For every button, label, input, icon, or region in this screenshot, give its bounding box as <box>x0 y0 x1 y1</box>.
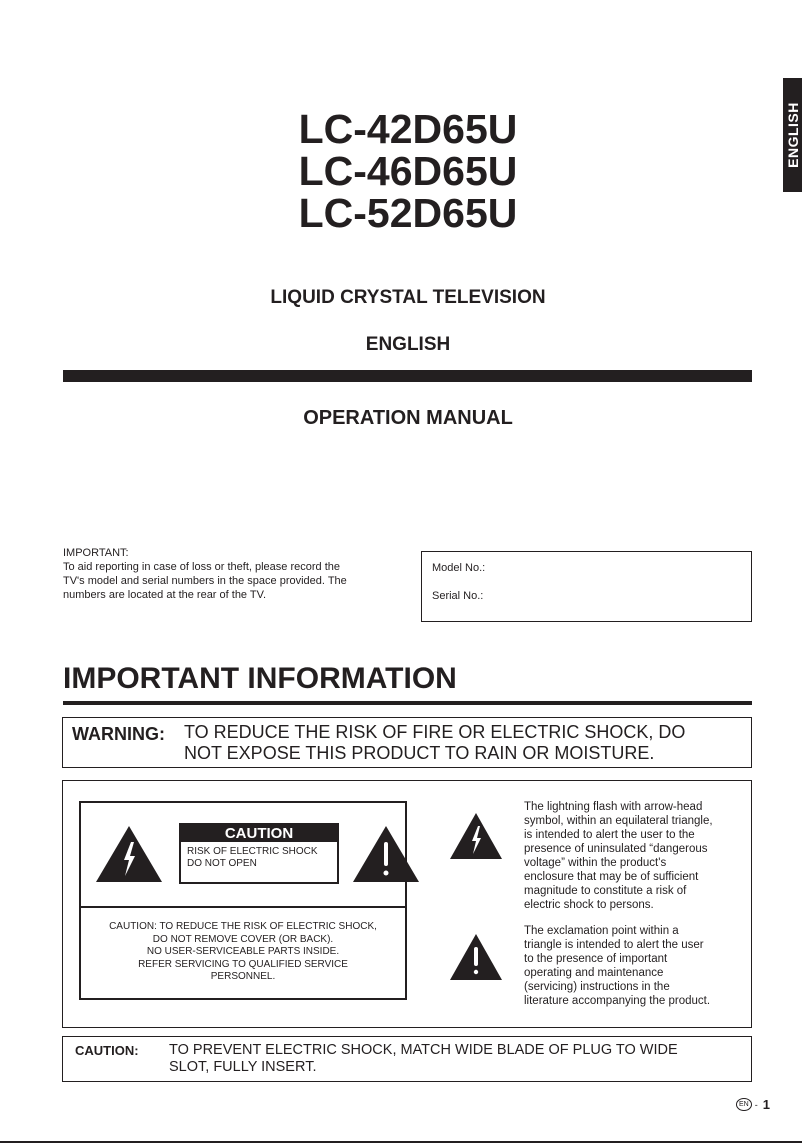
caution-line: DO NOT REMOVE COVER (OR BACK). <box>152 933 334 945</box>
plug-caution-text <box>169 1042 678 1076</box>
desc-line: is intended to alert the user to the <box>524 829 695 841</box>
important-heading: IMPORTANT: <box>63 547 129 559</box>
desc-line: voltage” within the product's <box>524 857 667 869</box>
section-rule <box>63 701 752 705</box>
note-line: TV's model and serial numbers in the space provided. The <box>63 575 347 587</box>
symbols-box <box>62 780 752 1028</box>
model-title-3: LC-52D65U <box>298 190 518 236</box>
lightning-triangle-icon <box>450 813 502 861</box>
model-title-2: LC-46D65U <box>298 148 518 194</box>
desc-line: magnitude to constitute a risk of <box>524 885 687 897</box>
product-type: LIQUID CRYSTAL TELEVISION <box>270 287 546 308</box>
warning-text <box>184 722 685 764</box>
important-note <box>63 546 347 602</box>
bottom-rule <box>0 1141 802 1143</box>
serial-no-label: Serial No.: <box>432 590 484 602</box>
warning-line: NOT EXPOSE THIS PRODUCT TO RAIN OR MOISTURE. <box>184 743 655 763</box>
warning-box <box>62 717 752 768</box>
caution-label-panel <box>79 801 407 1000</box>
caution-label <box>179 823 339 884</box>
note-line: numbers are located at the rear of the TV. <box>63 589 267 601</box>
lightning-triangle-icon <box>96 826 162 884</box>
divider-bar <box>63 370 752 382</box>
caution-line: NO USER-SERVICEABLE PARTS INSIDE. <box>146 946 340 957</box>
warning-label: WARNING: <box>72 724 165 744</box>
lightning-description <box>524 800 713 912</box>
note-line: To aid reporting in case of loss or theft, please record the <box>63 561 340 573</box>
desc-line: The lightning flash with arrow-head <box>524 801 703 813</box>
exclamation-description <box>524 924 710 1008</box>
manual-type: OPERATION MANUAL <box>303 407 513 429</box>
desc-line: symbol, within an equilateral triangle, <box>524 815 713 827</box>
desc-line: operating and maintenance <box>524 967 664 979</box>
desc-line: to the presence of important <box>524 953 668 965</box>
desc-line: The exclamation point within a <box>524 925 679 937</box>
record-box <box>421 551 752 622</box>
caution-line: CAUTION: TO REDUCE THE RISK OF ELECTRIC SHOCK, <box>109 921 377 932</box>
model-title-1: LC-42D65U <box>298 106 518 152</box>
desc-line: literature accompanying the product. <box>524 995 711 1007</box>
warning-line: TO REDUCE THE RISK OF FIRE OR ELECTRIC SHOCK, DO <box>184 722 686 742</box>
caution-label-title: CAUTION <box>181 825 337 842</box>
plug-caution-box <box>62 1036 752 1082</box>
desc-line: (servicing) instructions in the <box>524 981 670 993</box>
caution-label-line: RISK OF ELECTRIC SHOCK <box>187 846 318 857</box>
desc-line: enclosure that may be of sufficient <box>524 871 699 883</box>
desc-line: triangle is intended to alert the user <box>524 939 704 951</box>
caution-line: PERSONNEL. <box>210 971 276 982</box>
page-separator: - <box>754 1099 758 1110</box>
language-heading: ENGLISH <box>365 334 451 355</box>
language-badge: EN <box>736 1098 752 1111</box>
model-no-label: Model No.: <box>432 562 486 574</box>
plug-caution-line: SLOT, FULLY INSERT. <box>169 1059 317 1075</box>
exclamation-triangle-icon <box>450 934 502 982</box>
language-tab-label: ENGLISH <box>784 102 801 168</box>
page-number <box>736 1097 770 1112</box>
caution-label-line: DO NOT OPEN <box>187 858 257 869</box>
desc-line: presence of uninsulated “dangerous <box>524 843 708 855</box>
caution-text <box>81 921 405 984</box>
caution-line: REFER SERVICING TO QUALIFIED SERVICE <box>138 958 348 970</box>
desc-line: electric shock to persons. <box>524 899 654 911</box>
section-title: IMPORTANT INFORMATION <box>63 662 457 695</box>
panel-divider <box>81 906 405 908</box>
plug-caution-line: TO PREVENT ELECTRIC SHOCK, MATCH WIDE BLADE OF PLUG TO WIDE <box>169 1042 678 1058</box>
page-number-value: 1 <box>762 1097 770 1112</box>
plug-caution-label: CAUTION: <box>75 1043 139 1058</box>
exclamation-triangle-icon <box>353 826 419 884</box>
